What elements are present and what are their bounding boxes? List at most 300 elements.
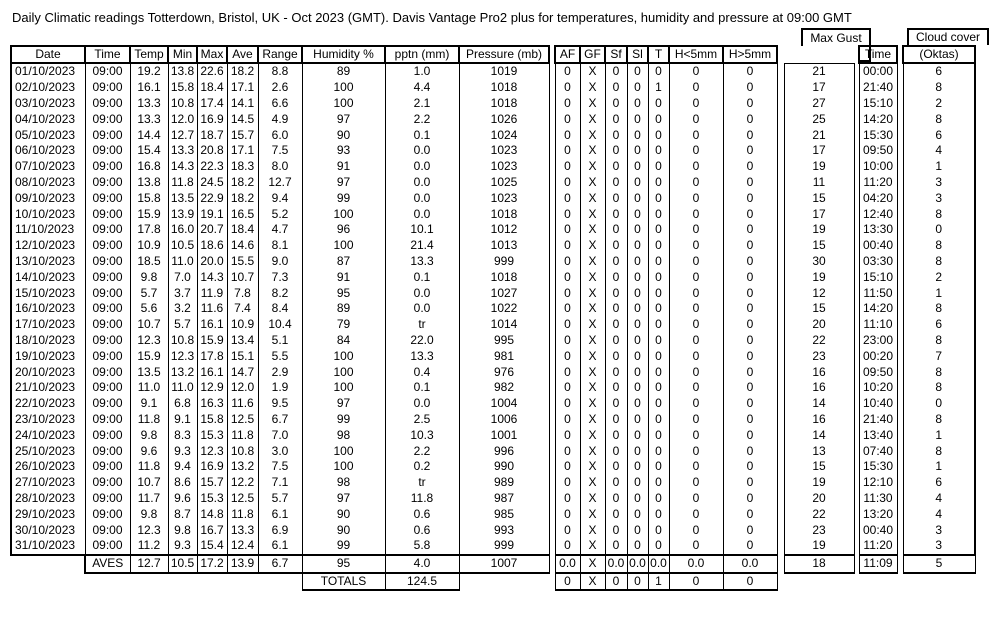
cell-min: 8.6	[168, 475, 197, 491]
cell-t: 0	[648, 396, 669, 412]
cell-t: 0	[648, 333, 669, 349]
cell-h-lt-5mm: 0	[669, 63, 723, 80]
spacer	[777, 573, 784, 591]
climate-table	[10, 45, 976, 591]
cell-time: 09:00	[85, 175, 130, 191]
cell-temp: 11.8	[130, 412, 168, 428]
cell-gust-time: 09:50	[859, 143, 897, 159]
cell-sl: 0	[627, 111, 648, 127]
cell-h-lt-5mm: 0	[669, 238, 723, 254]
cell-date: 08/10/2023	[11, 175, 85, 191]
cell-ave: 7.8	[227, 285, 258, 301]
cell-sf: 0	[605, 475, 627, 491]
spacer	[903, 573, 975, 591]
cell-date: 26/10/2023	[11, 459, 85, 475]
cell-min: 13.5	[168, 190, 197, 206]
table-row	[11, 127, 975, 143]
cell-max: 14.3	[197, 269, 227, 285]
cell-humidity: 97	[302, 396, 385, 412]
cell-h-lt-5mm: 0	[669, 175, 723, 191]
cell-sl: 0	[627, 269, 648, 285]
cell-pressure: 995	[459, 333, 549, 349]
cell-t: 0	[648, 285, 669, 301]
cell-pressure: 999	[459, 254, 549, 270]
cell-gf: X	[580, 348, 605, 364]
cell-max-gust: 30	[784, 254, 854, 270]
cell-h-lt-5mm: 0	[669, 111, 723, 127]
cell-temp: 9.8	[130, 269, 168, 285]
cell-time: 09:00	[85, 522, 130, 538]
cell-range: 5.5	[258, 348, 302, 364]
cell-temp: 13.8	[130, 175, 168, 191]
cell-max-gust: 22	[784, 506, 854, 522]
cell-max-gust: 19	[784, 475, 854, 491]
cell-time: 09:00	[85, 127, 130, 143]
cell-humidity: 98	[302, 427, 385, 443]
spacer	[777, 506, 784, 522]
cell-max: 12.3	[197, 443, 227, 459]
cell-gust-time: 13:30	[859, 222, 897, 238]
cell-date: 05/10/2023	[11, 127, 85, 143]
cell-cloud: 2	[903, 96, 975, 112]
cell-range: 1.9	[258, 380, 302, 396]
cell-cloud: 7	[903, 348, 975, 364]
cell-h-lt-5mm: 0	[669, 443, 723, 459]
cell-max: 16.3	[197, 396, 227, 412]
cell-pressure: 1022	[459, 301, 549, 317]
cell-ave: 7.4	[227, 301, 258, 317]
cell-temp: 9.1	[130, 396, 168, 412]
cell-gf: X	[580, 111, 605, 127]
cell-gf: X	[580, 80, 605, 96]
cell-temp: 11.8	[130, 459, 168, 475]
cell-t: 0	[648, 380, 669, 396]
cell-gf: X	[580, 96, 605, 112]
cell-h-gt-5mm: 0	[723, 412, 777, 428]
cell-gf: X	[580, 159, 605, 175]
cell-cloud: 6	[903, 127, 975, 143]
cell-time: 09:00	[85, 190, 130, 206]
totals-row	[11, 573, 975, 591]
cell-time: 09:00	[85, 111, 130, 127]
cell-humidity: 87	[302, 254, 385, 270]
cell-date: 11/10/2023	[11, 222, 85, 238]
spacer	[777, 254, 784, 270]
cell-min: 9.3	[168, 443, 197, 459]
cell-gust-time: 13:20	[859, 506, 897, 522]
cell-range: 5.7	[258, 491, 302, 507]
cell-af: 0	[555, 412, 580, 428]
cell-h-gt-5mm: 0	[723, 301, 777, 317]
cell-max: 17.4	[197, 96, 227, 112]
cell-time: 09:00	[85, 159, 130, 175]
cell-h-gt-5mm: 0	[723, 427, 777, 443]
cell-sf: 0	[605, 222, 627, 238]
cell-gust-time: 03:30	[859, 254, 897, 270]
cell-max: 16.9	[197, 459, 227, 475]
cell-date: 09/10/2023	[11, 190, 85, 206]
cell-max: 20.7	[197, 222, 227, 238]
cell-time: 09:00	[85, 254, 130, 270]
cell-min: 13.3	[168, 143, 197, 159]
cell-af: 0	[555, 475, 580, 491]
cell-max-gust: 11	[784, 175, 854, 191]
cell-t: 0	[648, 412, 669, 428]
cell-sf: 0	[605, 459, 627, 475]
table-row	[11, 459, 975, 475]
table-row	[11, 254, 975, 270]
cell-sl: 0	[627, 96, 648, 112]
cell-pressure: 1019	[459, 63, 549, 80]
cell-cloud: 8	[903, 364, 975, 380]
cell-max: 20.8	[197, 143, 227, 159]
cell-af: 0	[555, 143, 580, 159]
cell-temp: 15.9	[130, 348, 168, 364]
cell-ave: 14.5	[227, 111, 258, 127]
spacer	[777, 348, 784, 364]
cell-af: 0	[555, 80, 580, 96]
cell-cloud: 0	[903, 222, 975, 238]
cell-h-gt-5mm: 0	[723, 127, 777, 143]
cell-h-lt-5mm: 0	[669, 522, 723, 538]
col-date: Date	[11, 46, 85, 63]
cell-sl: 0	[627, 443, 648, 459]
cell-pptn: 0.0	[385, 175, 459, 191]
cell-pptn: 0.4	[385, 364, 459, 380]
cell-sl: 0	[627, 127, 648, 143]
cell-max: 12.9	[197, 380, 227, 396]
cell-h-lt-5mm: 0	[669, 222, 723, 238]
cell-min: 5.7	[168, 317, 197, 333]
cell-min: 6.8	[168, 396, 197, 412]
cell-max-gust: 17	[784, 143, 854, 159]
cell-min: 3.7	[168, 285, 197, 301]
col-sl: Sl	[627, 46, 648, 63]
cell-max-gust: 17	[784, 80, 854, 96]
cell-af: 0	[555, 111, 580, 127]
cell-range: 9.4	[258, 190, 302, 206]
cell-cloud: 3	[903, 190, 975, 206]
cell-af: 0	[555, 538, 580, 555]
cell-temp: 5.7	[130, 285, 168, 301]
cell-time: 09:00	[85, 238, 130, 254]
cell-ave: 18.2	[227, 175, 258, 191]
cell-range: 5.1	[258, 333, 302, 349]
cell-range: 9.0	[258, 254, 302, 270]
spacer	[168, 573, 197, 591]
cell-temp: 5.6	[130, 301, 168, 317]
cell-gust-time: 14:20	[859, 111, 897, 127]
totals-sl: 0	[627, 573, 648, 591]
cell-sl: 0	[627, 143, 648, 159]
cell-gust-time: 10:20	[859, 380, 897, 396]
cell-pptn: 13.3	[385, 348, 459, 364]
cell-max-gust: 23	[784, 348, 854, 364]
cell-temp: 13.3	[130, 96, 168, 112]
cell-cloud: 1	[903, 459, 975, 475]
cell-pptn: 0.0	[385, 206, 459, 222]
aves-sl: 0.0	[627, 555, 648, 573]
cell-max: 18.6	[197, 238, 227, 254]
cell-t: 0	[648, 254, 669, 270]
cell-temp: 12.3	[130, 333, 168, 349]
cell-h-gt-5mm: 0	[723, 333, 777, 349]
cell-max-gust: 19	[784, 269, 854, 285]
cell-time: 09:00	[85, 348, 130, 364]
cell-max-gust: 19	[784, 159, 854, 175]
cell-sf: 0	[605, 238, 627, 254]
cell-sl: 0	[627, 491, 648, 507]
cell-pptn: 0.0	[385, 396, 459, 412]
cell-cloud: 6	[903, 317, 975, 333]
cell-gf: X	[580, 443, 605, 459]
aves-sf: 0.0	[605, 555, 627, 573]
cell-date: 29/10/2023	[11, 506, 85, 522]
col-pressure: Pressure (mb)	[459, 46, 549, 63]
cell-t: 0	[648, 506, 669, 522]
cell-humidity: 100	[302, 348, 385, 364]
cell-pressure: 1025	[459, 175, 549, 191]
table-row	[11, 506, 975, 522]
cell-pptn: 2.1	[385, 96, 459, 112]
cell-ave: 14.7	[227, 364, 258, 380]
cell-sf: 0	[605, 380, 627, 396]
cell-gust-time: 09:50	[859, 364, 897, 380]
cell-h-lt-5mm: 0	[669, 333, 723, 349]
cell-sf: 0	[605, 285, 627, 301]
table-row	[11, 475, 975, 491]
cell-sf: 0	[605, 522, 627, 538]
cell-pressure: 999	[459, 538, 549, 555]
table-row	[11, 285, 975, 301]
cell-af: 0	[555, 491, 580, 507]
totals-h-lt-5mm: 0	[669, 573, 723, 591]
table-row	[11, 111, 975, 127]
cell-range: 6.0	[258, 127, 302, 143]
cell-temp: 10.7	[130, 475, 168, 491]
cell-pptn: 2.2	[385, 111, 459, 127]
cell-t: 0	[648, 63, 669, 80]
averages-row	[11, 555, 975, 573]
cell-pressure: 1014	[459, 317, 549, 333]
spacer	[777, 301, 784, 317]
aves-pptn: 4.0	[385, 555, 459, 573]
aves-h-lt-5mm: 0.0	[669, 555, 723, 573]
table-row	[11, 269, 975, 285]
spacer	[784, 46, 854, 63]
cell-range: 8.0	[258, 159, 302, 175]
cell-date: 23/10/2023	[11, 412, 85, 428]
cell-h-gt-5mm: 0	[723, 459, 777, 475]
cell-h-gt-5mm: 0	[723, 364, 777, 380]
spacer	[777, 175, 784, 191]
cell-af: 0	[555, 269, 580, 285]
cell-time: 09:00	[85, 475, 130, 491]
cell-t: 0	[648, 459, 669, 475]
cell-cloud: 3	[903, 522, 975, 538]
cell-af: 0	[555, 127, 580, 143]
cell-af: 0	[555, 285, 580, 301]
cell-h-lt-5mm: 0	[669, 427, 723, 443]
cell-max: 16.9	[197, 111, 227, 127]
cell-h-lt-5mm: 0	[669, 475, 723, 491]
cell-temp: 9.6	[130, 443, 168, 459]
spacer	[777, 491, 784, 507]
cell-gust-time: 15:30	[859, 127, 897, 143]
spacer	[777, 443, 784, 459]
cell-cloud: 1	[903, 285, 975, 301]
table-row	[11, 96, 975, 112]
cell-gust-time: 00:40	[859, 522, 897, 538]
cell-date: 04/10/2023	[11, 111, 85, 127]
cell-temp: 15.8	[130, 190, 168, 206]
cell-date: 21/10/2023	[11, 380, 85, 396]
cell-min: 8.7	[168, 506, 197, 522]
spacer	[777, 206, 784, 222]
totals-h-gt-5mm: 0	[723, 573, 777, 591]
cell-sl: 0	[627, 63, 648, 80]
spacer	[777, 269, 784, 285]
cell-ave: 12.2	[227, 475, 258, 491]
cell-pressure: 1018	[459, 96, 549, 112]
cell-min: 9.6	[168, 491, 197, 507]
cell-gf: X	[580, 254, 605, 270]
cell-gf: X	[580, 63, 605, 80]
cell-af: 0	[555, 443, 580, 459]
cell-cloud: 1	[903, 159, 975, 175]
cell-temp: 19.2	[130, 63, 168, 80]
cell-pptn: 0.6	[385, 522, 459, 538]
aves-max: 17.2	[197, 555, 227, 573]
cell-humidity: 91	[302, 159, 385, 175]
cell-gf: X	[580, 491, 605, 507]
cell-range: 8.8	[258, 63, 302, 80]
cell-h-gt-5mm: 0	[723, 190, 777, 206]
cell-sl: 0	[627, 364, 648, 380]
cell-temp: 9.8	[130, 506, 168, 522]
cell-ave: 15.5	[227, 254, 258, 270]
totals-label: TOTALS	[302, 573, 385, 591]
cell-h-gt-5mm: 0	[723, 396, 777, 412]
cell-date: 13/10/2023	[11, 254, 85, 270]
col-gust-time: Time	[859, 46, 897, 63]
cell-max-gust: 23	[784, 522, 854, 538]
cell-pressure: 1018	[459, 269, 549, 285]
totals-sf: 0	[605, 573, 627, 591]
cell-sl: 0	[627, 459, 648, 475]
cell-min: 10.8	[168, 333, 197, 349]
aves-label: AVES	[85, 555, 130, 573]
cell-h-lt-5mm: 0	[669, 459, 723, 475]
cell-t: 0	[648, 364, 669, 380]
cell-date: 18/10/2023	[11, 333, 85, 349]
cell-sl: 0	[627, 238, 648, 254]
cell-max-gust: 19	[784, 222, 854, 238]
cell-humidity: 84	[302, 333, 385, 349]
cell-min: 12.7	[168, 127, 197, 143]
cell-range: 10.4	[258, 317, 302, 333]
cell-pptn: 11.8	[385, 491, 459, 507]
cell-max-gust: 15	[784, 459, 854, 475]
table-row	[11, 348, 975, 364]
cell-ave: 10.8	[227, 443, 258, 459]
cell-time: 09:00	[85, 459, 130, 475]
cell-h-gt-5mm: 0	[723, 206, 777, 222]
spacer	[777, 63, 784, 80]
col-af: AF	[555, 46, 580, 63]
cell-af: 0	[555, 396, 580, 412]
cell-pptn: 22.0	[385, 333, 459, 349]
col-sf: Sf	[605, 46, 627, 63]
cell-gf: X	[580, 427, 605, 443]
cell-gf: X	[580, 143, 605, 159]
spacer	[227, 573, 258, 591]
cell-temp: 15.4	[130, 143, 168, 159]
cell-sl: 0	[627, 522, 648, 538]
cell-time: 09:00	[85, 317, 130, 333]
cell-pptn: 21.4	[385, 238, 459, 254]
cell-date: 25/10/2023	[11, 443, 85, 459]
totals-af: 0	[555, 573, 580, 591]
cell-h-lt-5mm: 0	[669, 364, 723, 380]
cell-sf: 0	[605, 159, 627, 175]
cell-t: 0	[648, 443, 669, 459]
totals-gf: X	[580, 573, 605, 591]
cell-min: 9.1	[168, 412, 197, 428]
cell-pressure: 1026	[459, 111, 549, 127]
spacer	[777, 412, 784, 428]
cell-af: 0	[555, 380, 580, 396]
cell-gust-time: 11:20	[859, 175, 897, 191]
cell-gf: X	[580, 506, 605, 522]
cell-gf: X	[580, 127, 605, 143]
spacer	[777, 459, 784, 475]
cell-date: 06/10/2023	[11, 143, 85, 159]
cell-max: 18.7	[197, 127, 227, 143]
cell-cloud: 8	[903, 443, 975, 459]
cell-pressure: 989	[459, 475, 549, 491]
cell-gf: X	[580, 459, 605, 475]
cell-cloud: 8	[903, 412, 975, 428]
cell-range: 4.9	[258, 111, 302, 127]
cell-af: 0	[555, 175, 580, 191]
cell-af: 0	[555, 364, 580, 380]
col-cloud: (Oktas)	[903, 46, 975, 63]
cell-h-lt-5mm: 0	[669, 143, 723, 159]
cell-sl: 0	[627, 506, 648, 522]
cell-range: 2.9	[258, 364, 302, 380]
cell-h-gt-5mm: 0	[723, 175, 777, 191]
cell-sl: 0	[627, 222, 648, 238]
cell-date: 19/10/2023	[11, 348, 85, 364]
aves-range: 6.7	[258, 555, 302, 573]
cell-t: 0	[648, 427, 669, 443]
cell-pressure: 990	[459, 459, 549, 475]
cell-af: 0	[555, 348, 580, 364]
cell-pptn: 0.0	[385, 301, 459, 317]
cell-af: 0	[555, 254, 580, 270]
cell-max-gust: 20	[784, 317, 854, 333]
spacer	[777, 285, 784, 301]
cell-gust-time: 11:10	[859, 317, 897, 333]
cell-gf: X	[580, 317, 605, 333]
cell-min: 8.3	[168, 427, 197, 443]
cell-temp: 10.9	[130, 238, 168, 254]
cell-temp: 13.5	[130, 364, 168, 380]
cell-time: 09:00	[85, 427, 130, 443]
cell-date: 10/10/2023	[11, 206, 85, 222]
cell-pptn: 0.0	[385, 190, 459, 206]
